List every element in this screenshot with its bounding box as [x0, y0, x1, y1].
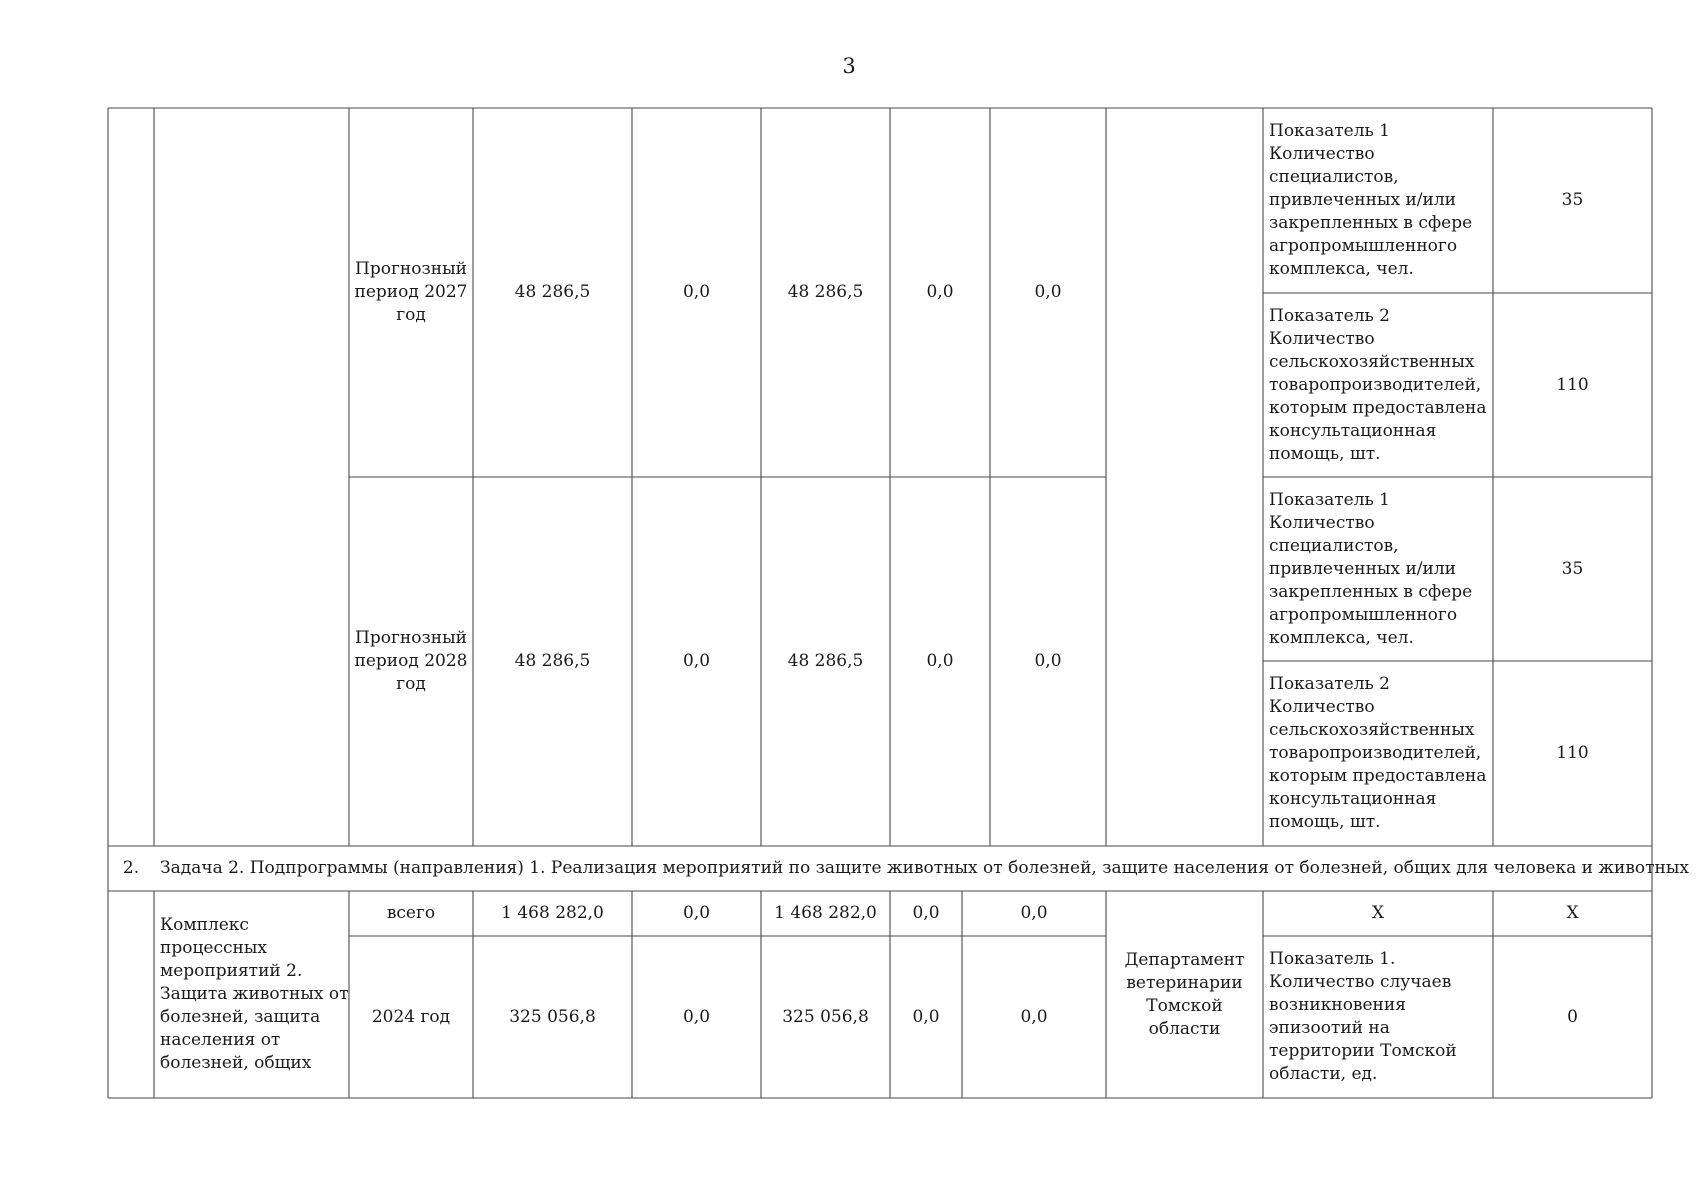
local-2028: 0,0 [926, 651, 954, 671]
indicator-2024: Показатель 1. Количество случаев возникновения эпизоотий на территории Томской области, ед. [1269, 949, 1457, 1084]
indicator-2028-1: Показатель 1 Количество специалистов, привлеченных и/или закрепленных в сфере агропромышленного комплекса, чел. [1269, 489, 1473, 648]
indicator-value-2027-2: 110 [1556, 374, 1589, 395]
regional-2028: 48 286,5 [787, 651, 864, 671]
period-2028: Прогнозный период 2028 год [354, 628, 468, 694]
indicator-value-2024: 0 [1567, 1006, 1578, 1027]
indicator-2028-2: Показатель 2 Количество сельскохозяйственных товаропроизводителей, которым предоставлена консультационная помощь, шт. [1269, 674, 1487, 832]
other-all: 0,0 [1020, 903, 1048, 923]
regional-all: 1 468 282,0 [774, 903, 877, 923]
regional-2027: 48 286,5 [787, 282, 864, 302]
complex-name: Комплекс процессных мероприятий 2. Защита животных от болезней, защита населения от болезней, общих [160, 915, 349, 1073]
federal-all: 0,0 [682, 903, 711, 923]
task-title: Задача 2. Подпрограммы (направления) 1. Реализация мероприятий по защите животных от болезней, защите населения от болезней, общих для человека и животных [160, 858, 1689, 878]
indicator-2027-1: Показатель 1 Количество специалистов, привлеченных и/или закрепленных в сфере агропромышленного комплекса, чел. [1269, 121, 1473, 279]
indicator-value-2028-2: 110 [1556, 743, 1589, 763]
indicator-value-2028-1: 35 [1561, 558, 1584, 579]
local-2024: 0,0 [912, 1006, 940, 1027]
federal-2027: 0,0 [682, 282, 711, 302]
total-2027: 48 286,5 [514, 282, 591, 302]
regional-2024: 325 056,8 [782, 1006, 869, 1027]
total-2024: 325 056,8 [509, 1006, 596, 1027]
indicator-2027-2: Показатель 2 Количество сельскохозяйственных товаропроизводителей, которым предоставлена консультационная помощь, шт. [1269, 305, 1487, 464]
page-number: 3 [842, 54, 856, 78]
indicator-total: X [1371, 903, 1385, 923]
other-2027: 0,0 [1034, 282, 1062, 302]
responsible-department: Департамент ветеринарии Томской области [1124, 949, 1245, 1039]
total-all: 1 468 282,0 [501, 903, 604, 923]
indicator-value-total: X [1566, 903, 1579, 923]
indicator-value-2027-1: 35 [1561, 190, 1584, 210]
federal-2028: 0,0 [682, 651, 711, 671]
local-2027: 0,0 [926, 282, 954, 302]
federal-2024: 0,0 [682, 1006, 711, 1027]
other-2024: 0,0 [1020, 1006, 1048, 1027]
local-all: 0,0 [912, 903, 940, 923]
period-2027: Прогнозный период 2027 год [354, 259, 468, 325]
task-number: 2. [122, 858, 140, 878]
total-2028: 48 286,5 [514, 651, 591, 671]
period-total: всего [386, 903, 436, 923]
period-2024: 2024 год [371, 1006, 451, 1027]
other-2028: 0,0 [1034, 651, 1062, 671]
